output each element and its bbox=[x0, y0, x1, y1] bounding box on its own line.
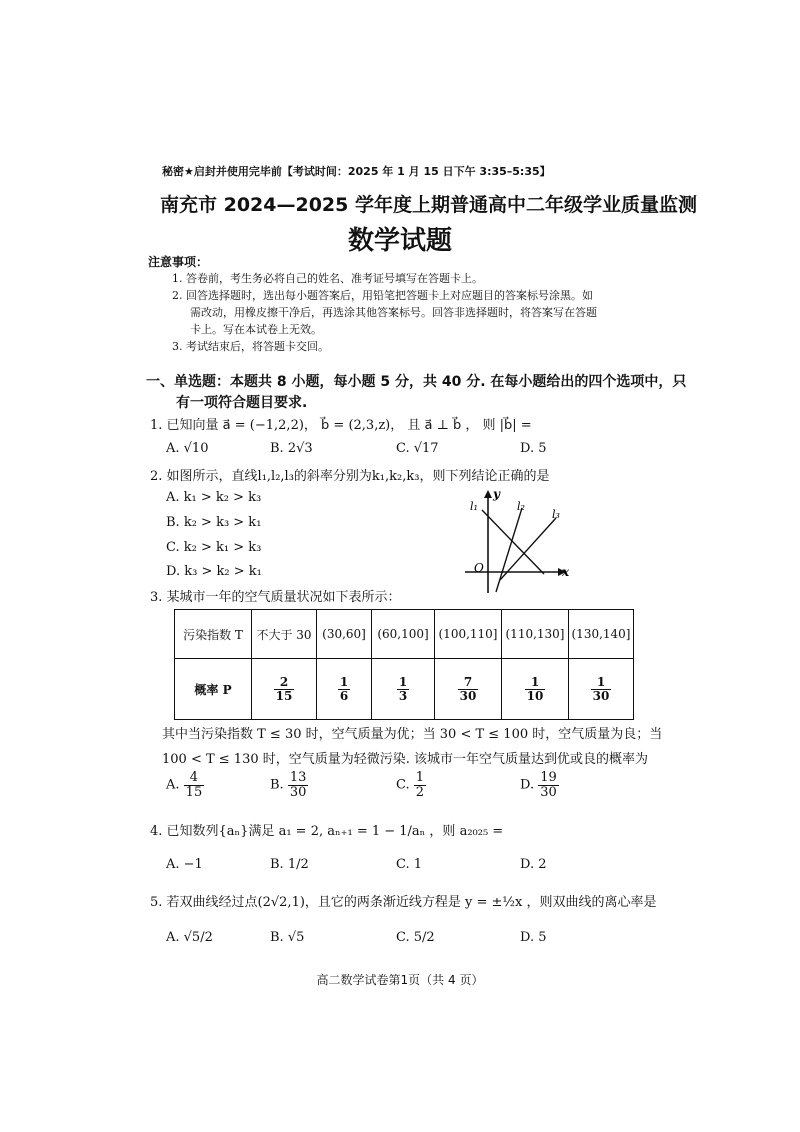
table-header-cell: (110,130] bbox=[502, 610, 569, 659]
frac-numerator: 2 bbox=[274, 676, 295, 690]
q1-option-d: D. 5 bbox=[520, 441, 547, 456]
frac-numerator: 1 bbox=[339, 674, 349, 689]
table-cell bbox=[435, 659, 502, 720]
frac-numerator: 19 bbox=[540, 770, 557, 785]
table-header-cell: 不大于 30 bbox=[252, 610, 317, 659]
table-header-row bbox=[175, 610, 634, 659]
q3-option-d bbox=[520, 771, 559, 799]
q3-option-b bbox=[270, 771, 308, 799]
frac-numerator: 4 bbox=[184, 771, 205, 786]
q2-option-c: C. k₂ > k₁ > k₃ bbox=[166, 540, 262, 555]
notice-item: 3. 考试结束后，将答题卡交回。 bbox=[172, 340, 329, 353]
table-cell bbox=[317, 659, 372, 720]
q2-option-d: D. k₃ > k₂ > k₁ bbox=[166, 564, 262, 579]
table-header-cell: (60,100] bbox=[372, 610, 435, 659]
table-cell bbox=[502, 659, 569, 720]
table-cell bbox=[372, 659, 435, 720]
exam-title: 南充市 2024—2025 学年度上期普通高中二年级学业质量监测 bbox=[160, 194, 697, 216]
page-footer: 高二数学试卷第1页（共 4 页） bbox=[316, 973, 484, 987]
frac-numerator: 1 bbox=[415, 770, 425, 785]
notice-item: 卡上。写在本试卷上无效。 bbox=[190, 323, 322, 336]
option-letter: A. bbox=[166, 777, 180, 793]
q1-option-b: B. 2√3 bbox=[270, 441, 313, 456]
q3-option-c bbox=[396, 771, 426, 799]
q5-option-b: B. √5 bbox=[270, 930, 305, 945]
frac-denominator: 3 bbox=[398, 688, 408, 703]
frac-denominator: 30 bbox=[459, 688, 477, 703]
table-cell bbox=[569, 659, 634, 720]
table-cell bbox=[252, 659, 317, 720]
q1-option-a: A. √10 bbox=[166, 441, 209, 456]
section-heading: 一、单选题：本题共 8 小题，每小题 5 分，共 40 分. 在每小题给出的四个选项中，只 bbox=[146, 374, 687, 390]
question-4-stem: 4. 已知数列{aₙ}满足 a₁ = 2, aₙ₊₁ = 1 − 1/aₙ ，则 a₂₀₂₅ = bbox=[150, 824, 504, 839]
q4-option-c: C. 1 bbox=[396, 857, 423, 872]
frac-denominator: 2 bbox=[415, 784, 425, 800]
frac-denominator: 10 bbox=[526, 688, 544, 703]
label-l3: l₃ bbox=[552, 508, 560, 521]
frac-denominator: 6 bbox=[339, 688, 349, 703]
table-header-cell: (100,110] bbox=[435, 610, 502, 659]
frac-numerator: 7 bbox=[458, 676, 479, 690]
table-header-cell: (30,60] bbox=[317, 610, 372, 659]
subject-title: 数学试题 bbox=[347, 226, 452, 256]
q2-option-b: B. k₂ > k₃ > k₁ bbox=[166, 515, 262, 530]
slope-figure bbox=[460, 488, 580, 598]
air-quality-table bbox=[174, 609, 634, 720]
frac-numerator: 1 bbox=[591, 676, 612, 690]
question-2-stem: 2. 如图所示，直线l₁,l₂,l₃的斜率分别为k₁,k₂,k₃，则下列结论正确的是 bbox=[150, 469, 550, 484]
notice-item: 1. 答卷前，考生务必将自己的姓名、准考证号填写在答题卡上。 bbox=[172, 272, 483, 285]
option-letter: B. bbox=[270, 777, 284, 793]
q5-option-c: C. 5/2 bbox=[396, 930, 435, 945]
frac-denominator: 15 bbox=[275, 688, 293, 703]
q4-option-b: B. 1/2 bbox=[270, 857, 309, 872]
table-header-cell: (130,140] bbox=[569, 610, 634, 659]
q5-option-d: D. 5 bbox=[520, 930, 547, 945]
notice-item: 2. 回答选择题时，选出每小题答案后，用铅笔把答题卡上对应题目的答案标号涂黑。如 bbox=[172, 289, 593, 302]
frac-numerator: 13 bbox=[289, 770, 307, 785]
section-heading-cont: 有一项符合题目要求. bbox=[176, 395, 308, 411]
table-row-label: 概率 P bbox=[175, 659, 252, 720]
q4-option-d: D. 2 bbox=[520, 857, 547, 872]
table-prob-row bbox=[175, 659, 634, 720]
option-letter: D. bbox=[520, 777, 535, 793]
q1-option-c: C. √17 bbox=[396, 441, 439, 456]
question-3-text: 100 < T ≤ 130 时，空气质量为轻微污染. 该城市一年空气质量达到优或良的概率为 bbox=[162, 752, 649, 767]
label-y: y bbox=[493, 488, 500, 501]
question-3-stem: 3. 某城市一年的空气质量状况如下表所示： bbox=[150, 590, 401, 605]
question-5-stem: 5. 若双曲线经过点(2√2,1)，且它的两条渐近线方程是 y = ±½x ，则双曲线的离心率是 bbox=[150, 895, 657, 910]
notice-heading: 注意事项： bbox=[148, 255, 209, 269]
q4-option-a: A. −1 bbox=[166, 857, 203, 872]
label-l1: l₁ bbox=[470, 500, 478, 513]
label-l2: l₂ bbox=[517, 500, 525, 513]
option-letter: C. bbox=[396, 777, 410, 793]
q5-option-a: A. √5/2 bbox=[166, 930, 213, 945]
label-x: x bbox=[562, 565, 570, 579]
frac-denominator: 30 bbox=[540, 784, 557, 800]
frac-denominator: 30 bbox=[289, 784, 307, 800]
secret-header: 秘密★启封并使用完毕前【考试时间：2025 年 1 月 15 日下午 3:35–5:35】 bbox=[162, 165, 551, 178]
q2-option-a: A. k₁ > k₂ > k₃ bbox=[166, 490, 262, 505]
frac-denominator: 30 bbox=[592, 688, 610, 703]
frac-denominator: 15 bbox=[185, 784, 203, 800]
notice-item: 需改动，用橡皮擦干净后，再选涂其他答案标号。回答非选择题时，将答案写在答题 bbox=[190, 306, 597, 319]
q3-option-a bbox=[166, 771, 204, 799]
y-axis-arrow bbox=[484, 490, 492, 498]
label-origin: O bbox=[474, 561, 484, 575]
table-header-cell: 污染指数 T bbox=[175, 610, 252, 659]
frac-numerator: 1 bbox=[525, 676, 546, 690]
question-1-stem: 1. 已知向量 a⃗ = (−1,2,2)， b⃗ = (2,3,z)， 且 a⃗ ⊥ b⃗ ， 则 |b⃗| = bbox=[150, 418, 532, 433]
question-3-text: 其中当污染指数 T ≤ 30 时，空气质量为优；当 30 < T ≤ 100 时，空气质量为良；当 bbox=[162, 727, 663, 742]
frac-numerator: 1 bbox=[398, 674, 408, 689]
line-l3 bbox=[500, 518, 556, 580]
